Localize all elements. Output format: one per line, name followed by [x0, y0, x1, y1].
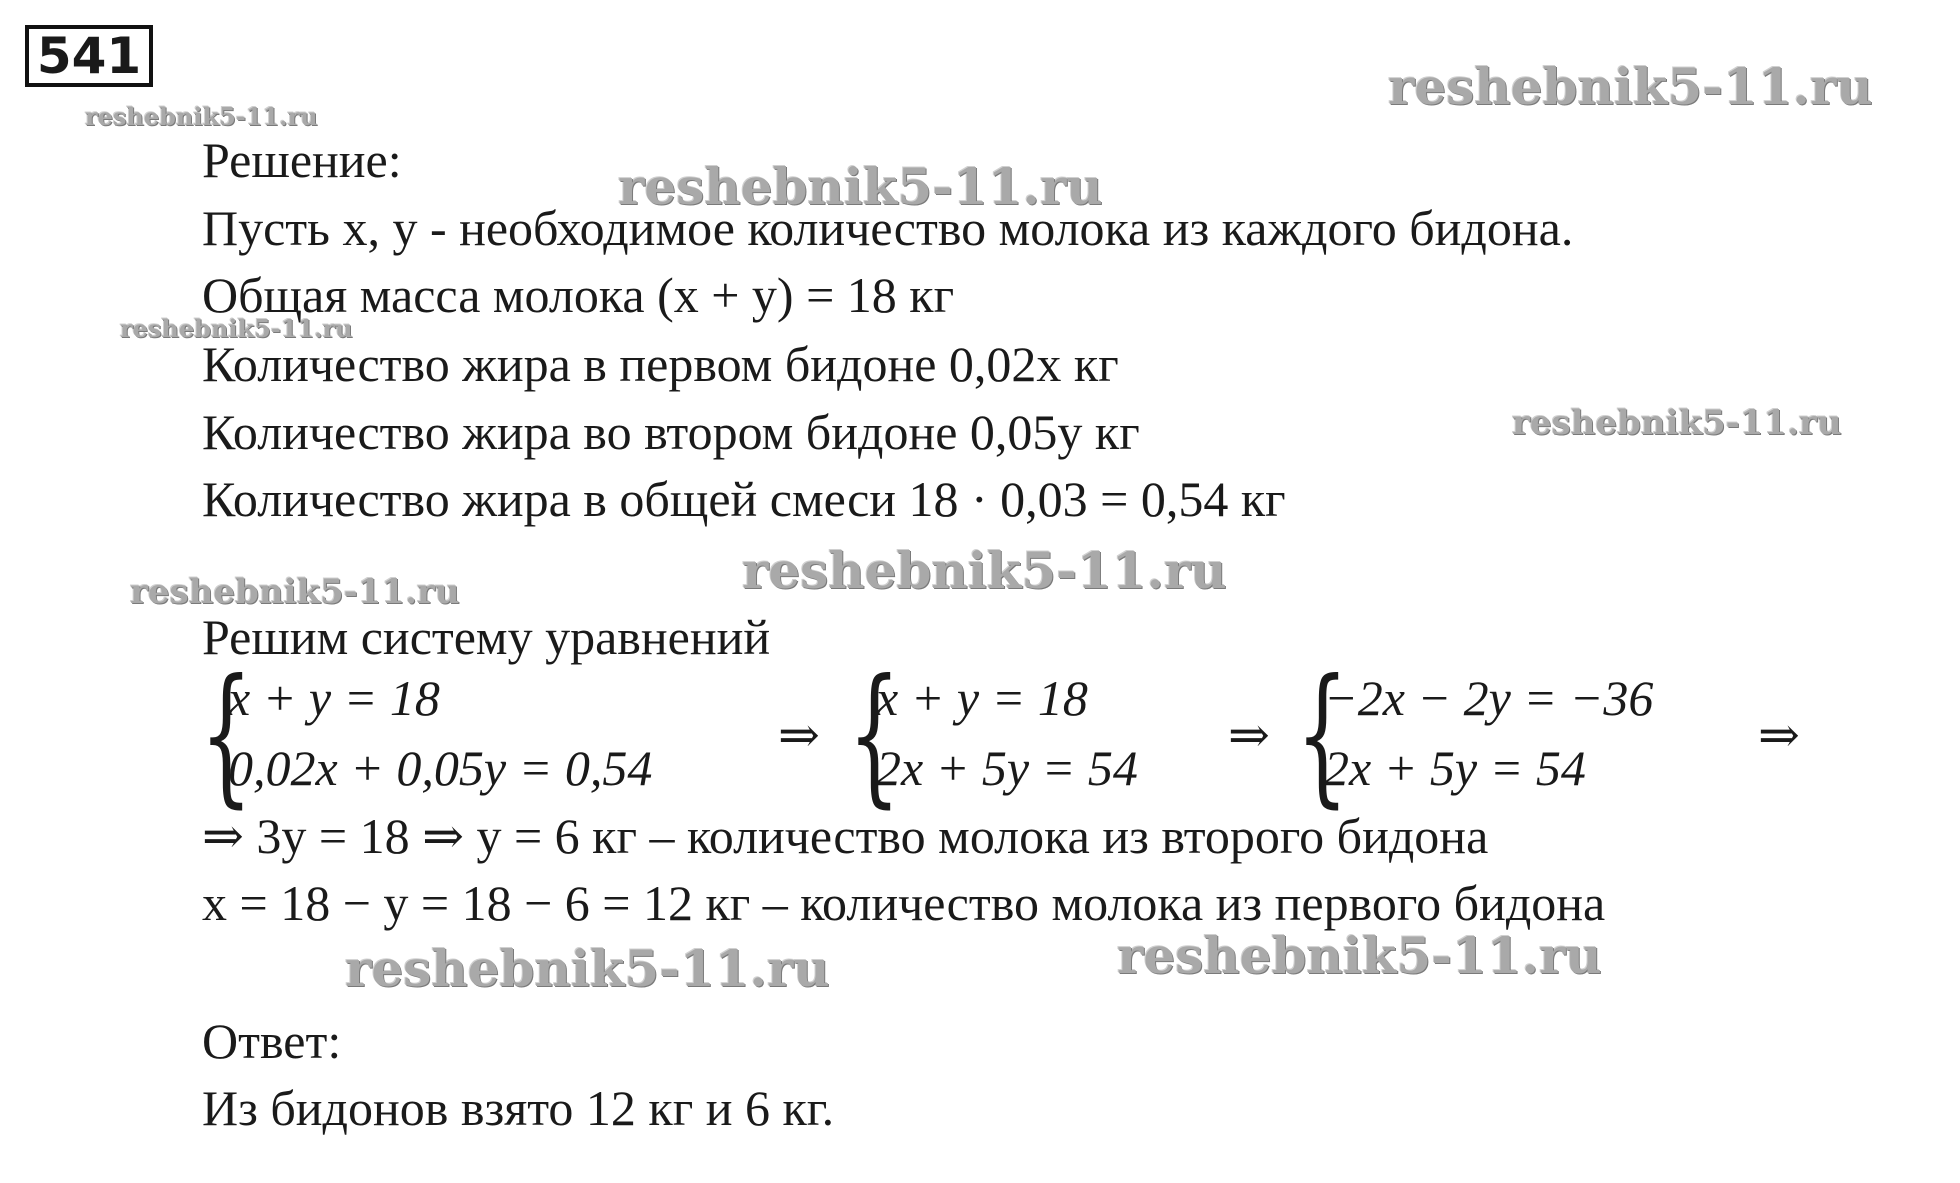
equation: −2x − 2y = −36 [1324, 670, 1654, 726]
watermark: reshebnik5-11.ru [618, 157, 1103, 216]
text-line-5: Количество жира в общей смеси 18 · 0,03 = 0,54 кг [202, 471, 1286, 527]
left-brace: { [200, 648, 253, 822]
left-brace: { [848, 648, 901, 822]
problem-number-box: 541 [25, 25, 153, 87]
implies-arrow: ⇒ [778, 707, 820, 763]
watermark: reshebnik5-11.ru [742, 541, 1227, 600]
answer-text: Из бидонов взято 12 кг и 6 кг. [202, 1080, 835, 1136]
text-line-7: ⇒ 3y = 18 ⇒ y = 6 кг – количество молока из второго бидона [202, 808, 1489, 864]
watermark: reshebnik5-11.ru [85, 102, 318, 131]
watermark: reshebnik5-11.ru [345, 939, 830, 998]
text-line-1: Пусть x, y - необходимое количество молока из каждого бидона. [202, 200, 1574, 256]
equation: 0,02x + 0,05y = 0,54 [228, 740, 653, 796]
answer-heading: Ответ: [202, 1013, 342, 1069]
text-line-3: Количество жира в первом бидоне 0,02x кг [202, 336, 1119, 392]
text-line-6: Решим систему уравнений [202, 609, 771, 665]
left-brace: { [1296, 648, 1349, 822]
solution-heading: Решение: [202, 132, 402, 188]
equation: x + y = 18 [876, 670, 1088, 726]
watermark: reshebnik5-11.ru [1388, 57, 1873, 116]
equation: x + y = 18 [228, 670, 440, 726]
watermark: reshebnik5-11.ru [1117, 926, 1602, 985]
implies-arrow: ⇒ [1758, 707, 1800, 763]
watermark: reshebnik5-11.ru [120, 314, 353, 343]
implies-arrow: ⇒ [1228, 707, 1270, 763]
text-line-2: Общая масса молока (x + y) = 18 кг [202, 267, 955, 323]
text-line-4: Количество жира во втором бидоне 0,05y кг [202, 404, 1140, 460]
watermark: reshebnik5-11.ru [130, 572, 460, 612]
equation: 2x + 5y = 54 [876, 740, 1138, 796]
watermark: reshebnik5-11.ru [1512, 403, 1842, 443]
text-line-8: x = 18 − y = 18 − 6 = 12 кг – количество молока из первого бидона [202, 875, 1606, 931]
equation: 2x + 5y = 54 [1324, 740, 1586, 796]
